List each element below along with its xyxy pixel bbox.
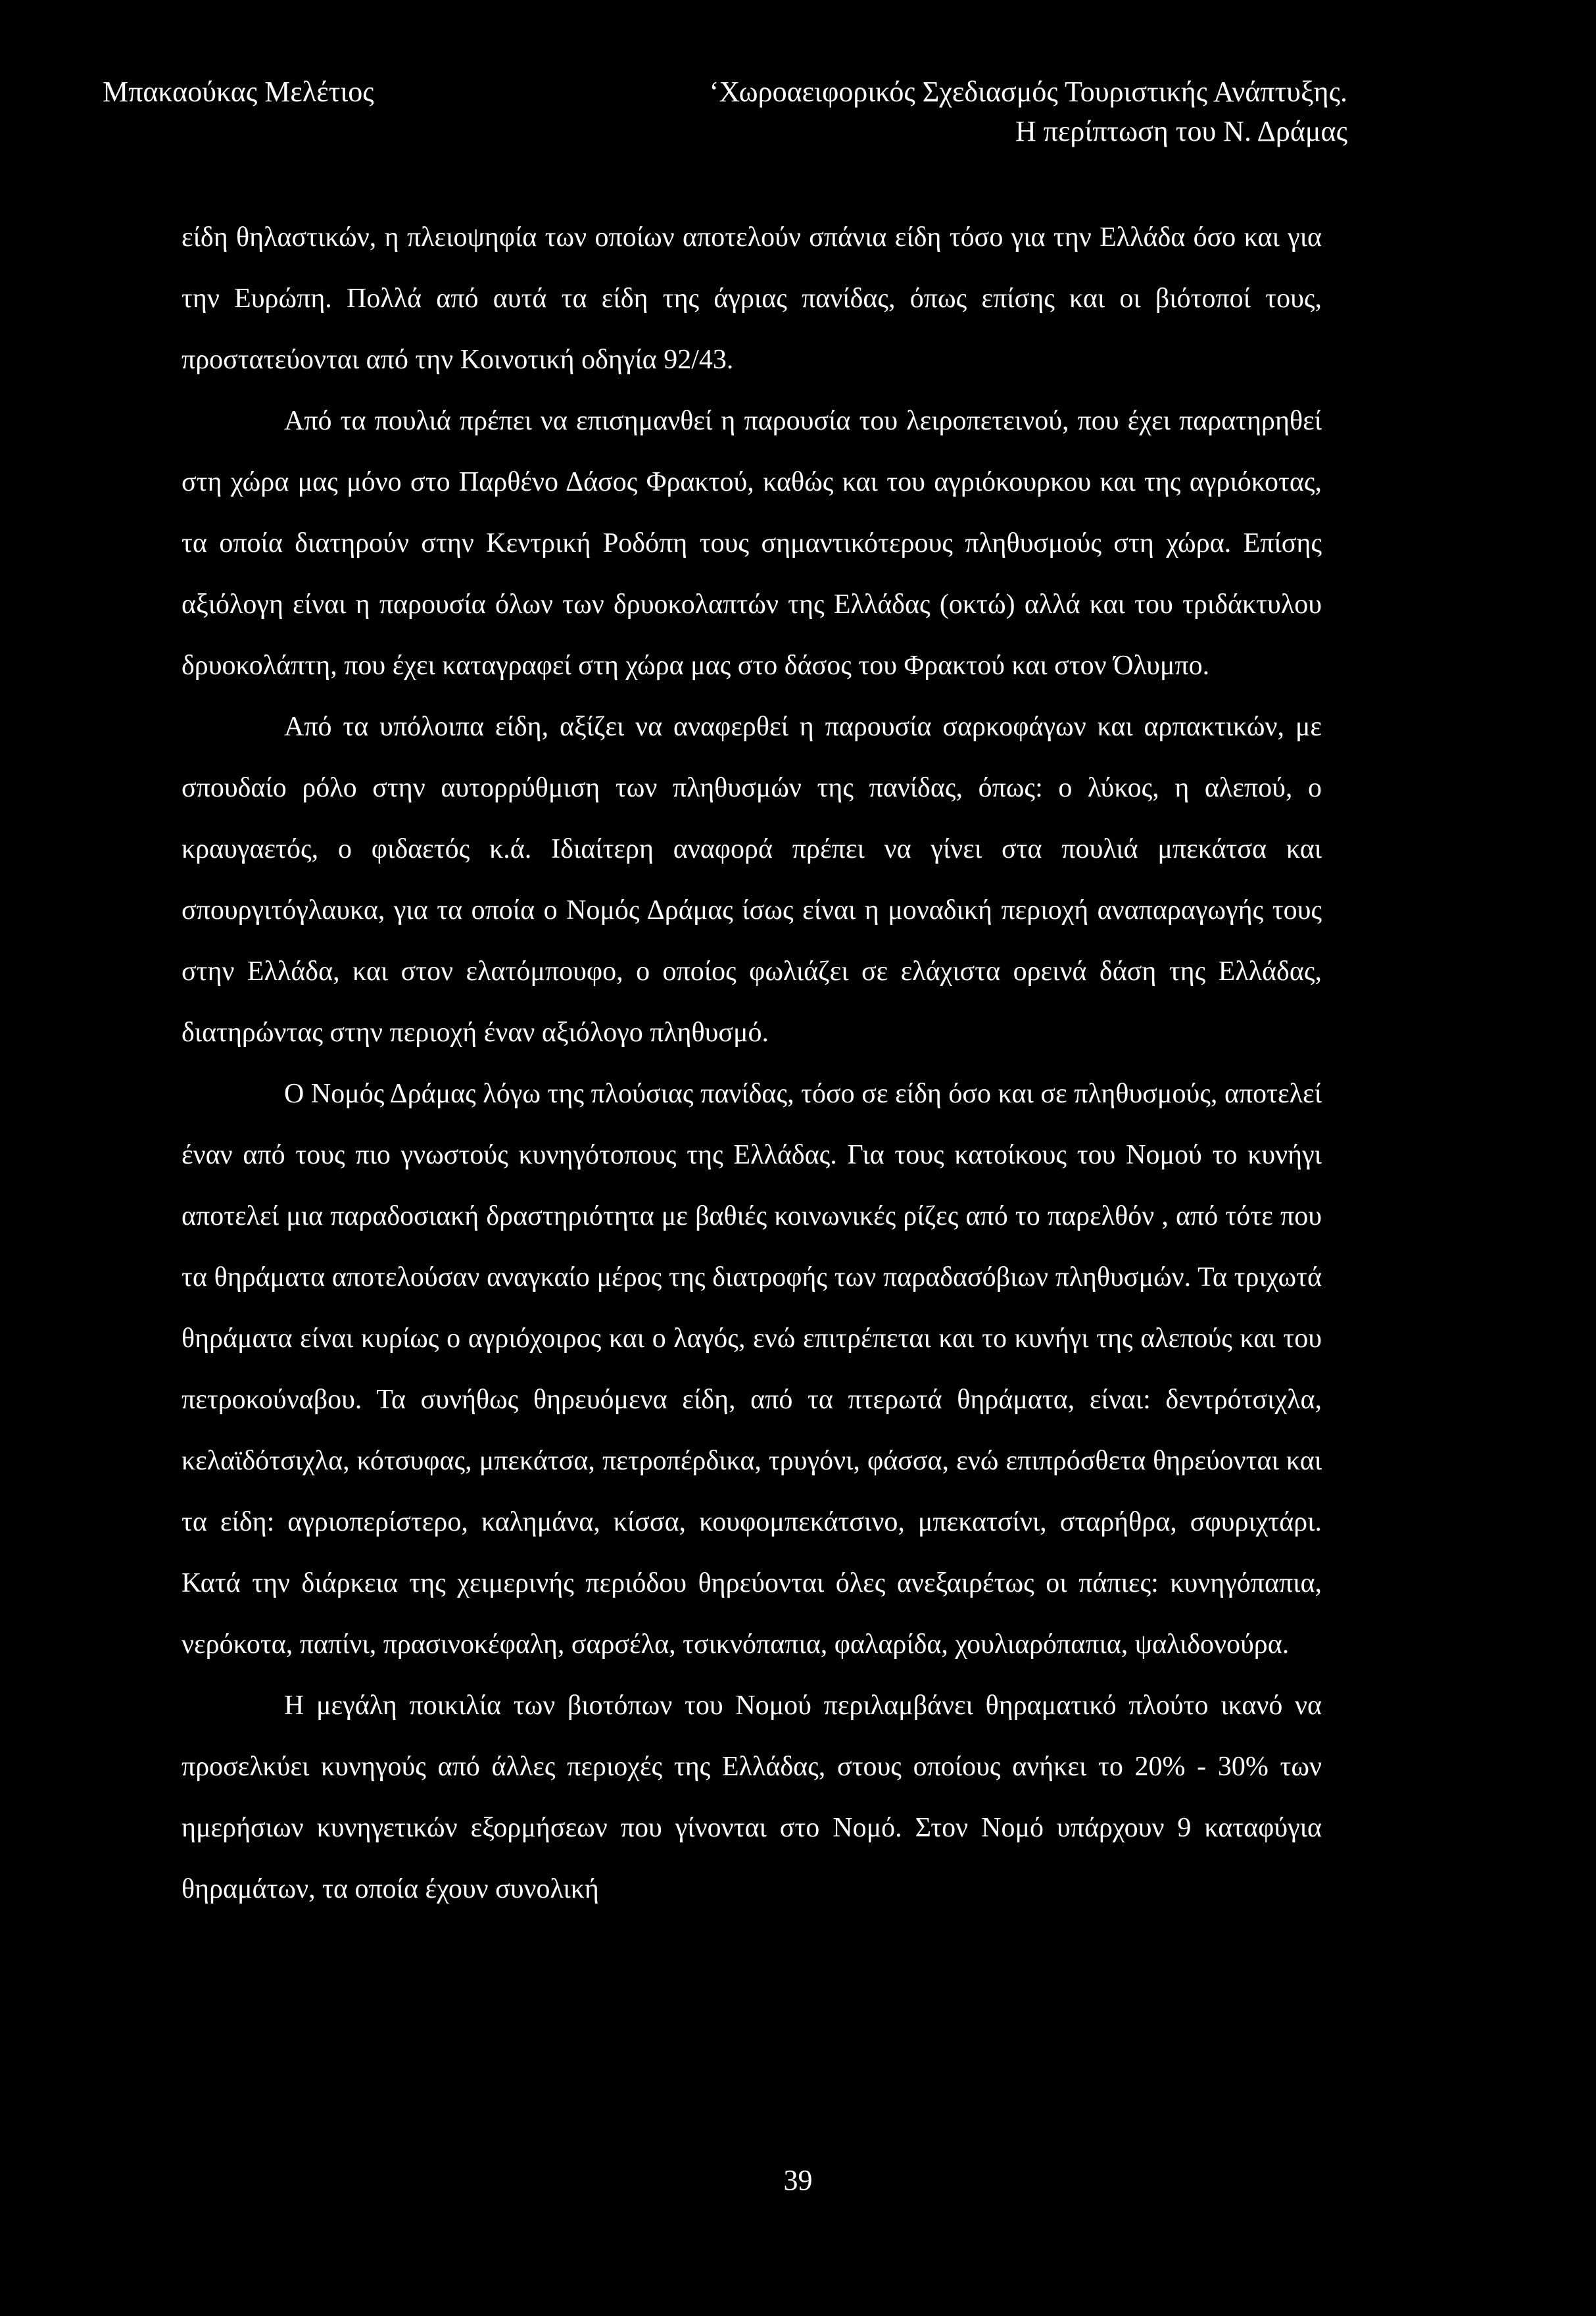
- paragraph-5: Η μεγάλη ποικιλία των βιοτόπων του Νομού περιλαμβάνει θηραματικό πλούτο ικανό να προσελκύει κυνηγούς από άλλες περιοχές της Ελλάδας, στους οποίους ανήκει το 20% - 30% των ημερήσιων κυνηγετικών εξορμήσεων που γίνονται στο Νομό. Στον Νομό υπάρχουν 9 καταφύγια θηραμάτων, τα οποία έχουν συνολική: [181, 1690, 1322, 1904]
- paragraph-3: Από τα υπόλοιπα είδη, αξίζει να αναφερθεί η παρουσία σαρκοφάγων και αρπακτικών, με σπουδαίο ρόλο στην αυτορρύθμιση των πληθυσμών της πανίδας, όπως: ο λύκος, η αλεπού, ο κραυγαετός, ο φιδαετός κ.ά. Ιδιαίτερη αναφορά πρέπει να γίνει στα πουλιά μπεκάτσα και σπουργιτόγλαυκα, για τα οποία ο Νομός Δράμας ίσως είναι η μοναδική περιοχή αναπαραγωγής τους στην Ελλάδα, και στον ελατόμπουφο, ο οποίος φωλιάζει σε ελάχιστα ορεινά δάση της Ελλάδας, διατηρώντας στην περιοχή έναν αξιόλογο πληθυσμό.: [181, 712, 1322, 1048]
- page-number: 39: [783, 2164, 813, 2196]
- header-author: Μπακαούκας Μελέτιος: [103, 76, 374, 108]
- header-title-line-1: ‘Χωροαειφορικός Σχεδιασμός Τουριστικής Ανάπτυξης.: [709, 76, 1347, 108]
- paragraph-1: είδη θηλαστικών, η πλειοψηφία των οποίων αποτελούν σπάνια είδη τόσο για την Ελλάδα όσο και για την Ευρώπη. Πολλά από αυτά τα είδη της άγριας πανίδας, όπως επίσης και οι βιότοποί τους, προστατεύονται από την Κοινοτική οδηγία 92/43.: [181, 222, 1322, 375]
- paragraph-2: Από τα πουλιά πρέπει να επισημανθεί η παρουσία του λειροπετεινού, που έχει παρατηρηθεί στη χώρα μας μόνο στο Παρθένο Δάσος Φρακτού, καθώς και του αγριόκουρκου και της αγριόκοτας, τα οποία διατηρούν στην Κεντρική Ροδόπη τους σημαντικότερους πληθυσμούς στη χώρα. Επίσης αξιόλογη είναι η παρουσία όλων των δρυοκολαπτών της Ελλάδας (οκτώ) αλλά και του τριδάκτυλου δρυοκολάπτη, που έχει καταγραφεί στη χώρα μας στο δάσος του Φρακτού και στον Όλυμπο.: [181, 406, 1322, 681]
- header-title: [710, 72, 1347, 151]
- paragraph-4: Ο Νομός Δράμας λόγω της πλούσιας πανίδας, τόσο σε είδη όσο και σε πληθυσμούς, αποτελεί έναν από τους πιο γνωστούς κυνηγότοπους της Ελλάδας. Για τους κατοίκους του Νομού το κυνήγι αποτελεί μια παραδοσιακή δραστηριότητα με βαθιές κοινωνικές ρίζες από το παρελθόν , από τότε που τα θηράματα αποτελούσαν αναγκαίο μέρος της διατροφής των παραδασόβιων πληθυσμών. Τα τριχωτά θηράματα είναι κυρίως ο αγριόχοιρος και ο λαγός, ενώ επιτρέπεται και το κυνήγι της αλεπούς και του πετροκούναβου. Τα συνήθως θηρευόμενα είδη, από τα πτερωτά θηράματα, είναι: δεντρότσιχλα, κελαϊδότσιχλα, κότσυφας, μπεκάτσα, πετροπέρδικα, τρυγόνι, φάσσα, ενώ επιπρόσθετα θηρεύονται και τα είδη: αγριοπερίστερο, καλημάνα, κίσσα, κουφομπεκάτσινο, μπεκατσίνι, σταρήθρα, σφυριχτάρι. Κατά την διάρκεια της χειμερινής περιόδου θηρεύονται όλες ανεξαιρέτως οι πάπιες: κυνηγόπαπια, νερόκοτα, παπίνι, πρασινοκέφαλη, σαρσέλα, τσικνόπαπια, φαλαρίδα, χουλιαρόπαπια, ψαλιδονούρα.: [181, 1079, 1322, 1660]
- header-title-line-2: Η περίπτωση του Ν. Δράμας: [1015, 115, 1347, 147]
- body-text: [181, 207, 1322, 1920]
